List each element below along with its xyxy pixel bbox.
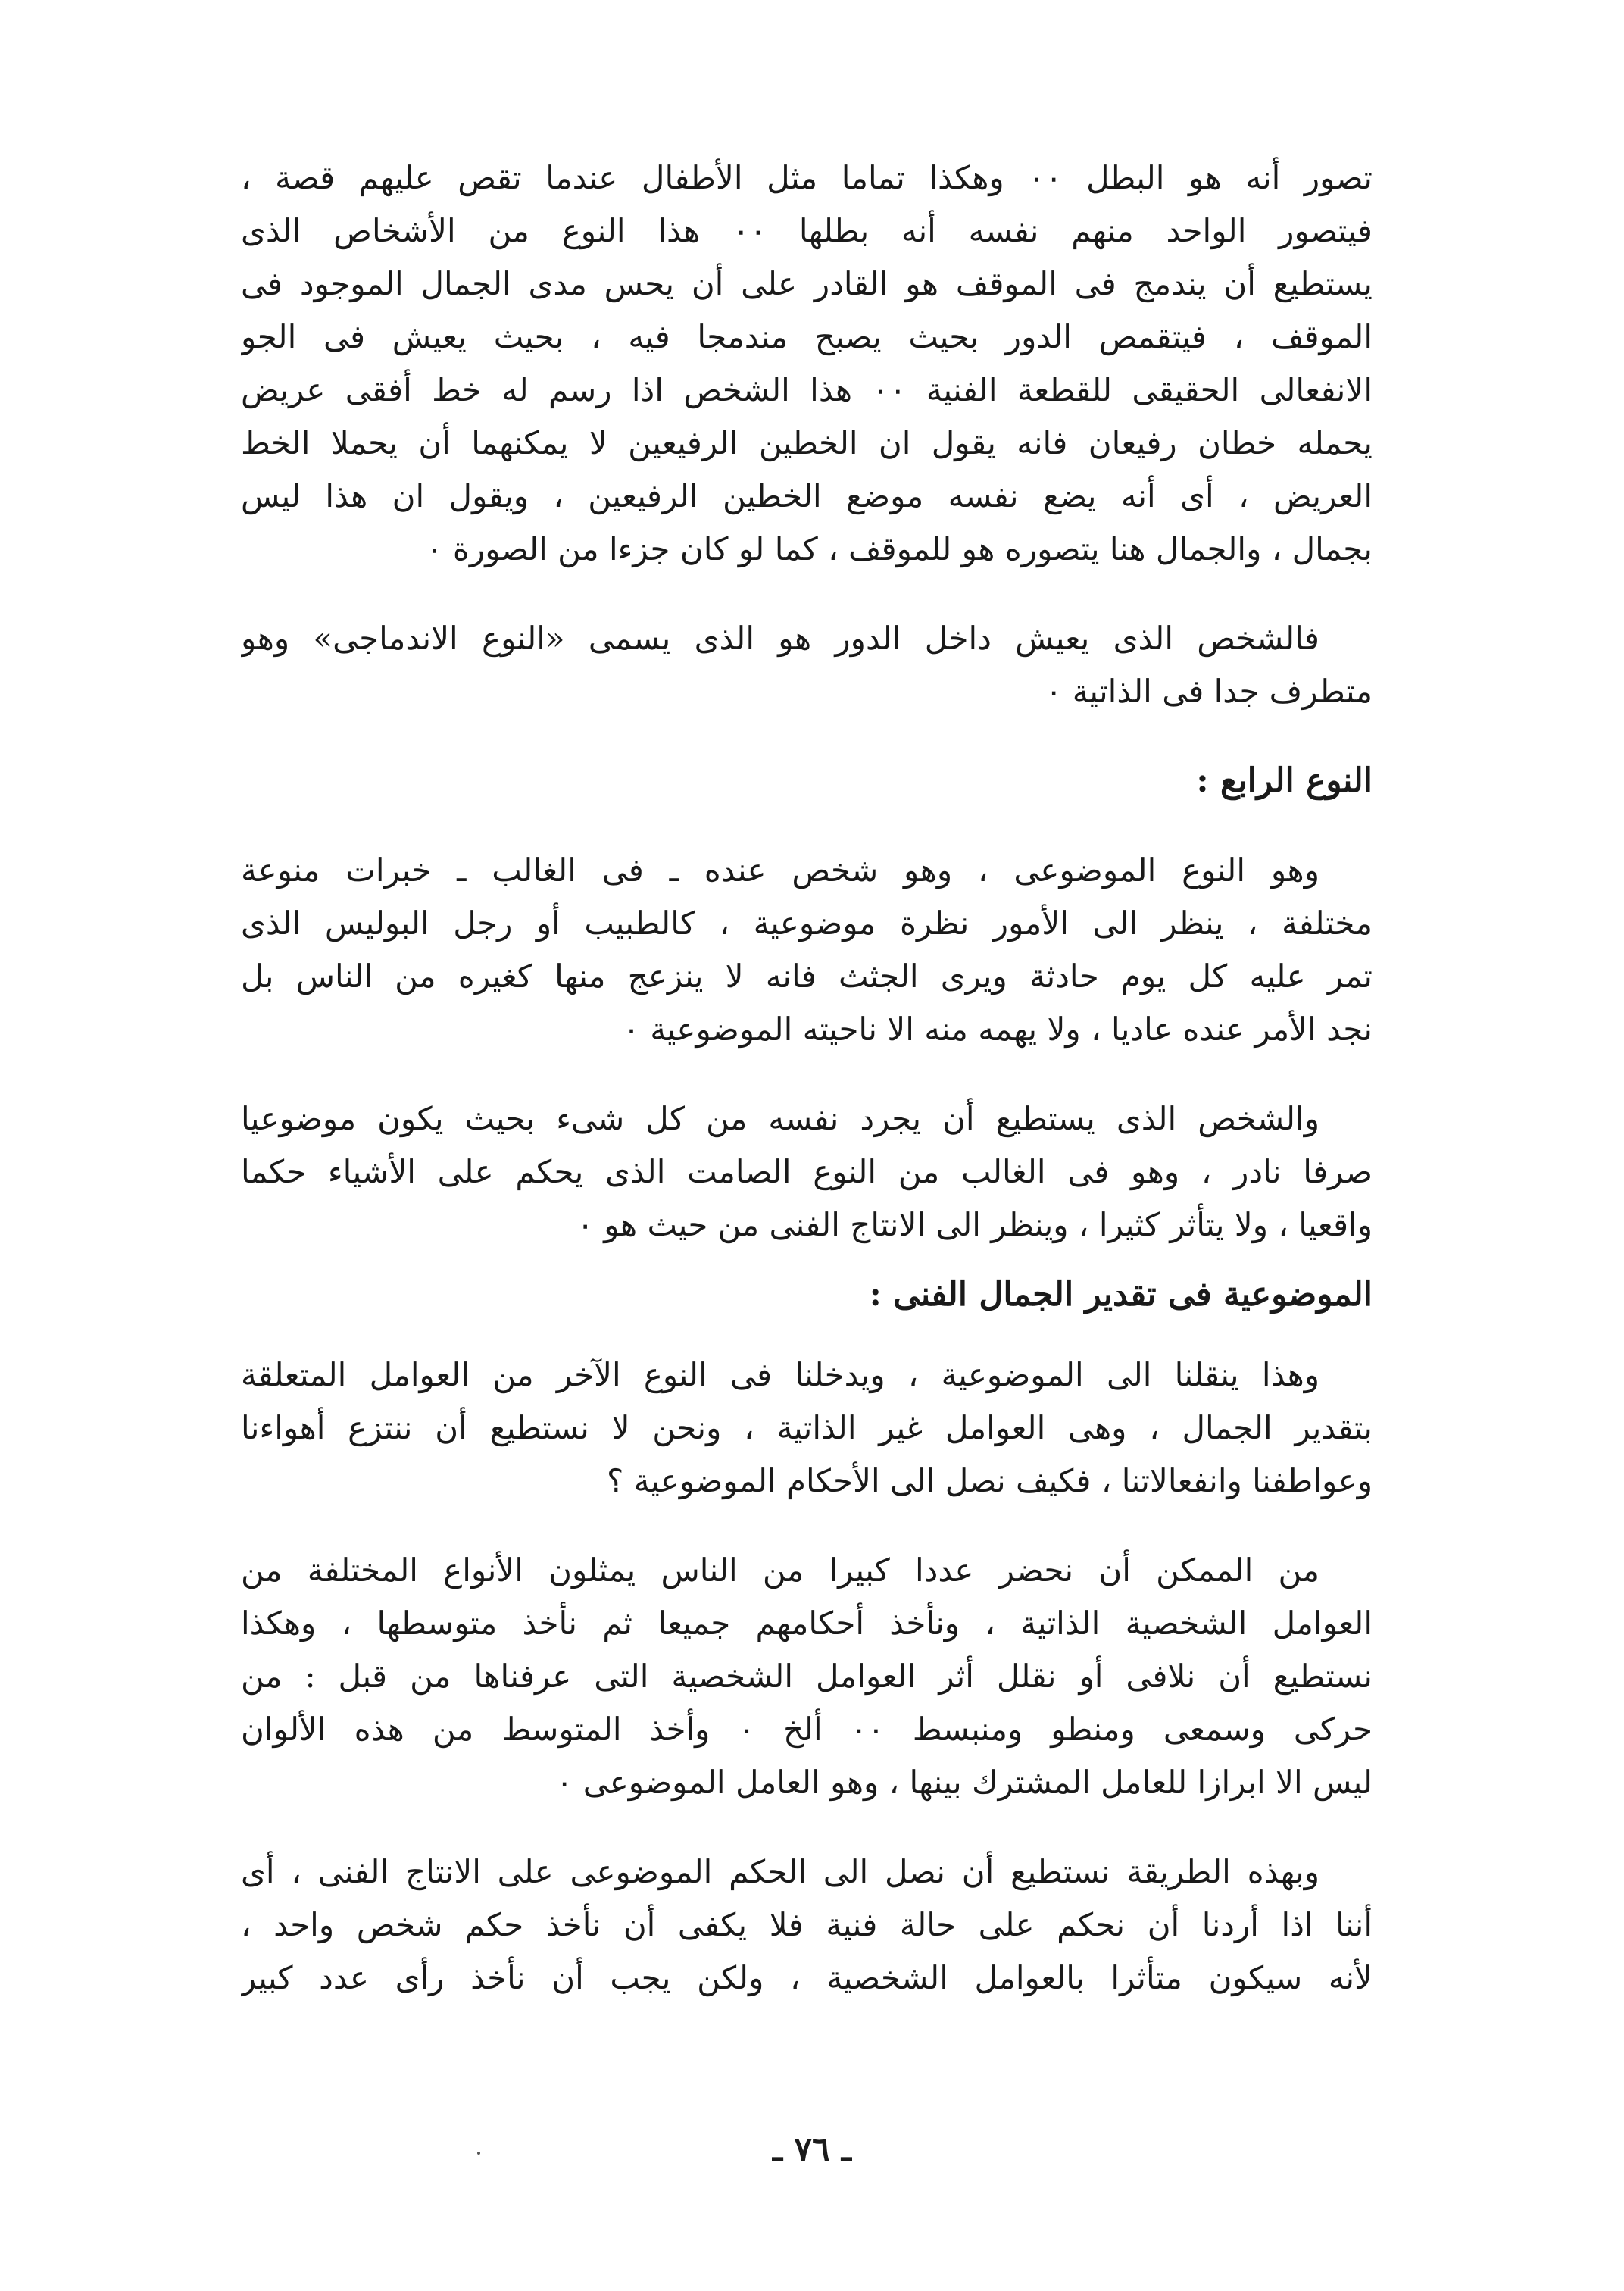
page-number: ـ ٧٦ ـ xyxy=(773,2130,851,2169)
text-line: الموقف ، فيتقمص الدور بحيث يصبح مندمجا فيه ، بحيث يعيش فى الجو xyxy=(241,318,1373,355)
text-line: فيتصور الواحد منهم نفسه أنه بطلها ٠٠ هذا النوع من الأشخاص الذى xyxy=(241,212,1373,249)
paragraph-4 xyxy=(241,1092,1373,1252)
text-line: متطرف جدا فى الذاتية ٠ xyxy=(1045,673,1373,710)
text-line: العوامل الشخصية الذاتية ، ونأخذ أحكامهم جميعا ثم نأخذ متوسطها ، وهكذا xyxy=(241,1605,1373,1642)
text-line: وهو النوع الموضوعى ، وهو شخص عنده ـ فى الغالب ـ خبرات منوعة xyxy=(241,852,1320,889)
text-line: وعواطفنا وانفعالاتنا ، فكيف نصل الى الأحكام الموضوعية ؟ xyxy=(606,1462,1373,1499)
text-line: وهذا ينقلنا الى الموضوعية ، ويدخلنا فى النوع الآخر من العوامل المتعلقة xyxy=(241,1356,1320,1393)
text-line: الانفعالى الحقيقى للقطعة الفنية ٠٠ هذا الشخص اذا رسم له خط أفقى عريض xyxy=(241,371,1373,408)
paragraph-7 xyxy=(241,1846,1373,2005)
text-line: والشخص الذى يستطيع أن يجرد نفسه من كل شىء بحيث يكون موضوعيا xyxy=(241,1100,1320,1137)
text-line: حركى وسمعى ومنطو ومنبسط ٠٠ ألخ ٠ وأخذ المتوسط من هذه الألوان xyxy=(241,1711,1373,1748)
text-line: نستطيع أن نلافى أو نقلل أثر العوامل الشخصية التى عرفناها من قبل : من xyxy=(241,1658,1373,1695)
scan-speck xyxy=(477,2152,480,2155)
text-line: يحمله خطان رفيعان فانه يقول ان الخطين الرفيعين لا يمكنهما أن يحملا الخط xyxy=(241,424,1373,461)
text-line: لأنه سيكون متأثرا بالعوامل الشخصية ، ولكن يجب أن نأخذ رأى عدد كبير xyxy=(241,1959,1373,1996)
text-line: صرفا نادر ، وهو فى الغالب من النوع الصامت الذى يحكم على الأشياء حكما xyxy=(241,1153,1373,1190)
text-line: وبهذه الطريقة نستطيع أن نصل الى الحكم الموضوعى على الانتاج الفنى ، أى xyxy=(241,1853,1320,1890)
text-line: من الممكن أن نحضر عددا كبيرا من الناس يمثلون الأنواع المختلفة من xyxy=(241,1552,1320,1589)
paragraph-5 xyxy=(241,1349,1373,1508)
text-line: بجمال ، والجمال هنا يتصوره هو للموقف ، كما لو كان جزءا من الصورة ٠ xyxy=(426,530,1373,567)
text-line: بتقدير الجمال ، وهى العوامل غير الذاتية ، ونحن لا نستطيع أن ننتزع أهواءنا xyxy=(241,1409,1373,1446)
text-line: نجد الأمر عنده عاديا ، ولا يهمه منه الا ناحيته الموضوعية ٠ xyxy=(623,1011,1373,1048)
text-line: تصور أنه هو البطل ٠٠ وهكذا تماما مثل الأطفال عندما تقص عليهم قصة ، xyxy=(241,159,1373,196)
text-line: تمر عليه كل يوم حادثة ويرى الجثث فانه لا ينزعج منها كغيره من الناس بل xyxy=(241,958,1373,995)
text-line: العريض ، أى أنه يضع نفسه موضع الخطين الرفيعين ، ويقول ان هذا ليس xyxy=(241,477,1373,514)
text-line: واقعيا ، ولا يتأثر كثيرا ، وينظر الى الانتاج الفنى من حيث هو ٠ xyxy=(576,1206,1373,1243)
paragraph-3 xyxy=(241,844,1373,1056)
text-line: فالشخص الذى يعيش داخل الدور هو الذى يسمى «النوع الاندماجى» وهو xyxy=(241,620,1320,657)
page-body xyxy=(241,152,1373,2041)
section-heading-fourth-type: النوع الرابع : xyxy=(1196,761,1373,800)
paragraph-6 xyxy=(241,1544,1373,1809)
text-line: ليس الا ابرازا للعامل المشترك بينها ، وهو العامل الموضوعى ٠ xyxy=(555,1764,1373,1801)
section-heading-objectivity: الموضوعية فى تقدير الجمال الفنى : xyxy=(869,1275,1373,1314)
paragraph-2 xyxy=(241,612,1373,718)
text-line: أننا اذا أردنا أن نحكم على حالة فنية فلا يكفى أن نأخذ حكم شخص واحد ، xyxy=(241,1906,1373,1943)
paragraph-1 xyxy=(241,152,1373,576)
text-line: يستطيع أن يندمج فى الموقف هو القادر على أن يحس مدى الجمال الموجود فى xyxy=(241,265,1373,302)
text-line: مختلفة ، ينظر الى الأمور نظرة موضوعية ، كالطبيب أو رجل البوليس الذى xyxy=(241,905,1373,942)
